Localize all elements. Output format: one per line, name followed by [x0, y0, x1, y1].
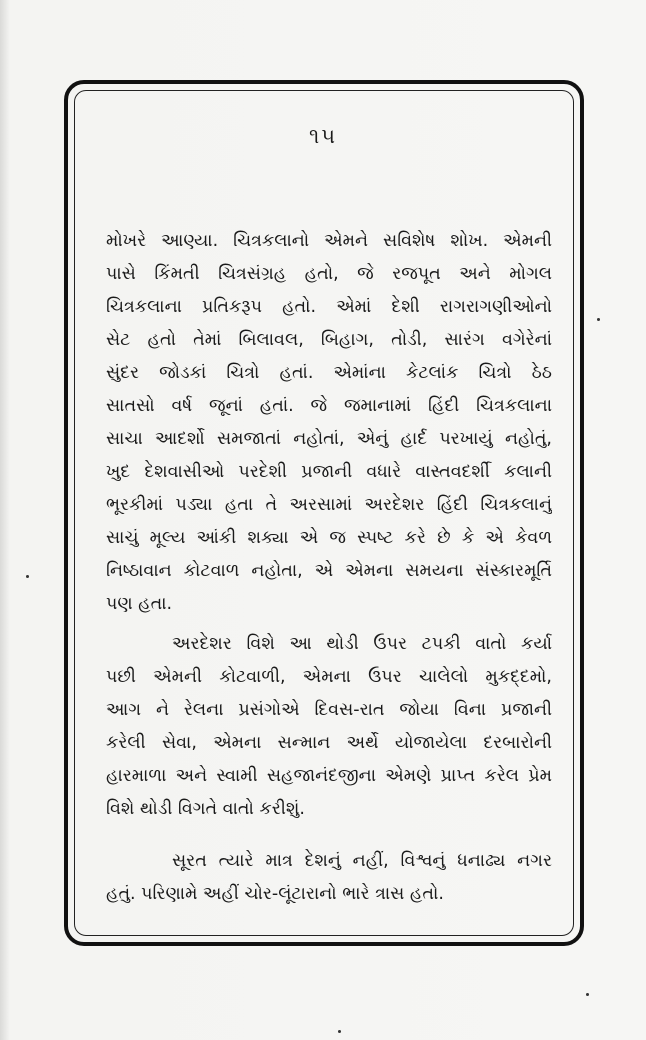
text-line: પછી એમની કોટવાળી, એમના ઉપર ચાલેલો મુકદ્દમો, — [106, 667, 552, 687]
paragraph-1 — [106, 225, 552, 621]
text-line: સાચું મૂલ્ય આંકી શક્યા એ જ સ્પષ્ટ કરે છે કે એ કેવળ — [106, 528, 552, 548]
scan-speck — [597, 318, 600, 321]
scan-speck — [26, 575, 29, 578]
text-line: ભૂરકીમાં પડ્યા હતા તે અરસામાં અરદેશર હિંદી ચિત્રકલાનું — [106, 495, 552, 515]
text-line: ખુદ દેશવાસીઓ પરદેશી પ્રજાની વધારે વાસ્તવદર્શી કલાની — [106, 462, 552, 482]
text-line: ચિત્રકલાના પ્રતિકરૂપ હતો. એમાં દેશી રાગરાગણીઓનો — [106, 297, 552, 317]
text-line: મોખરે આણ્યા. ચિત્રકલાનો એમને સવિશેષ શોખ. એમની — [106, 231, 552, 251]
text-line: સૂરત ત્યારે માત્ર દેશનું નહીં, વિશ્વનું ધનાઢ્ય નગર — [172, 851, 552, 871]
paragraph-2 — [106, 628, 552, 826]
page-number: ૧૫ — [308, 124, 338, 148]
text-line: સાચા આદર્શો સમજાતાં નહોતાં, એનું હાર્દ પરખાયું નહોતું, — [106, 429, 552, 449]
text-line: પણ હતા. — [106, 594, 173, 614]
text-line: હારમાળા અને સ્વામી સહજાનંદજીના એમણે પ્રાપ્ત કરેલ પ્રેમ — [106, 766, 552, 786]
text-line: અરદેશર વિશે આ થોડી ઉપર ટપકી વાતો કર્યા — [172, 634, 552, 654]
text-line: સાતસો વર્ષ જૂનાં હતાં. જે જમાનામાં હિંદી ચિત્રકલાના — [106, 396, 552, 416]
text-line: કરેલી સેવા, એમના સન્માન અર્થે યોજાયેલા દરબારોની — [106, 733, 552, 753]
text-line: વિશે થોડી વિગતે વાતો કરીશું. — [106, 799, 305, 819]
text-line: પાસે કિંમતી ચિત્રસંગ્રહ હતો, જે રજપૂત અને મોગલ — [106, 264, 552, 284]
text-line: નિષ્ઠાવાન કોટવાળ નહોતા, એ એમના સમયના સંસ્કારમૂર્તિ — [106, 561, 552, 581]
text-line: સેટ હતો તેમાં બિલાવલ, બિહાગ, તોડી, સારંગ વગેરેનાં — [106, 330, 552, 350]
text-line: આગ ને રેલના પ્રસંગોએ દિવસ-રાત જોયા વિના પ્રજાની — [106, 700, 552, 720]
text-line: હતું. પરિણામે અહીં ચોર-લૂંટારાનો ભારે ત્રાસ હતો. — [106, 884, 444, 904]
scan-speck — [338, 1030, 341, 1033]
scan-speck — [586, 993, 589, 996]
text-line: સુંદર જોડકાં ચિત્રો હતાં. એમાંના કેટલાંક ચિત્રો ઠેઠ — [106, 363, 552, 383]
paragraph-3 — [106, 845, 552, 911]
